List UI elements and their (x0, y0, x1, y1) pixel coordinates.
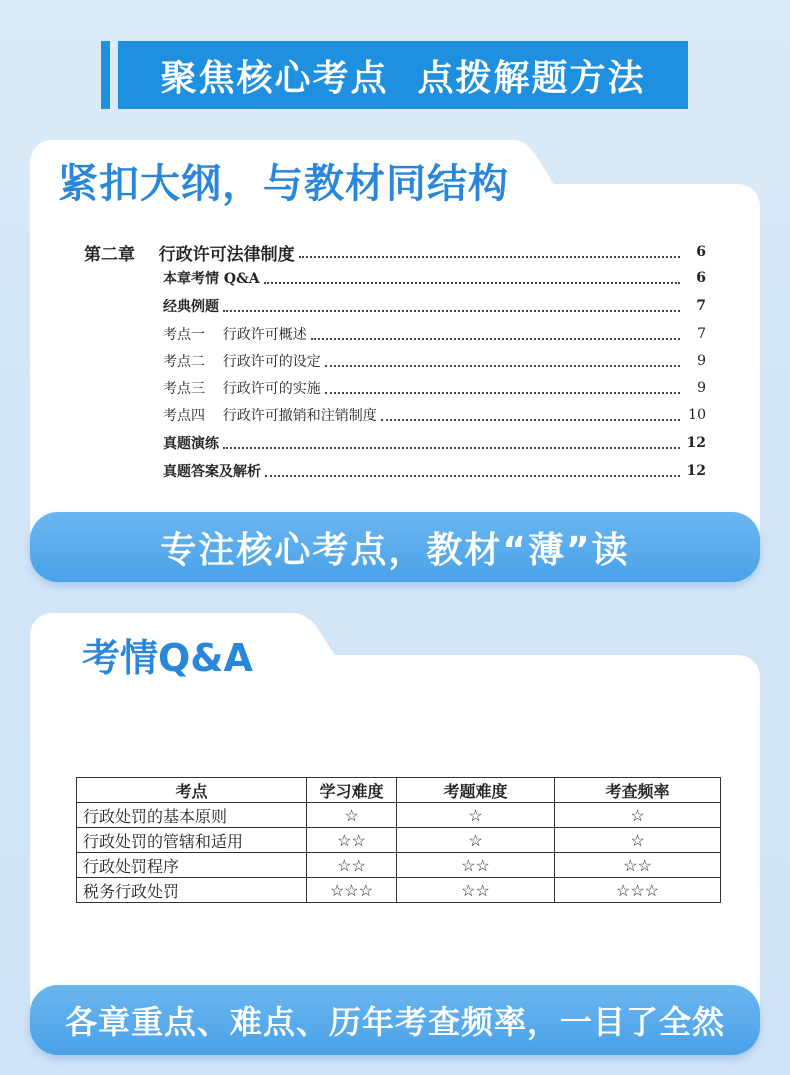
table-cell-rating: ☆ (397, 828, 555, 853)
toc-row[interactable] (163, 460, 706, 482)
column-header: 考查频率 (555, 778, 721, 803)
table-cell-rating: ☆☆☆ (555, 878, 721, 903)
toc-page: 7 (697, 326, 706, 342)
table-cell-topic: 行政处罚程序 (77, 853, 307, 878)
toc-leader (311, 338, 680, 340)
banner-title: 聚焦核心考点 点拨解题方法 (160, 57, 646, 99)
toc-label: 真题演练 (163, 436, 219, 452)
toc-label: 真题答案及解析 (163, 464, 261, 480)
table-row (77, 828, 721, 853)
toc-leader (299, 256, 680, 258)
toc-leader (325, 392, 680, 394)
feature-pill-text: 各章重点、难点、历年考查频率，一目了全然 (64, 1003, 725, 1041)
toc-row[interactable] (163, 267, 706, 289)
banner-accent-bar (101, 41, 110, 109)
top-banner (118, 41, 688, 109)
column-header: 考题难度 (397, 778, 555, 803)
feature-pill-thin-reading (30, 512, 760, 582)
toc-label: 考点二 行政许可的设定 (163, 354, 321, 370)
toc-page: 9 (697, 353, 706, 369)
table-cell-topic: 税务行政处罚 (77, 878, 307, 903)
exam-frequency-table (76, 777, 721, 903)
toc-row[interactable] (163, 404, 706, 426)
column-header: 学习难度 (307, 778, 397, 803)
toc-page: 7 (696, 298, 706, 314)
table-cell-rating: ☆☆ (307, 853, 397, 878)
toc-label: 第二章 行政许可法律制度 (84, 244, 295, 265)
toc-leader (223, 447, 680, 449)
toc-page: 12 (686, 435, 706, 451)
table-cell-topic: 行政处罚的管辖和适用 (77, 828, 307, 853)
toc-leader (265, 475, 680, 477)
table-cell-rating: ☆☆ (397, 853, 555, 878)
toc-row[interactable] (163, 295, 706, 317)
table-cell-rating: ☆☆ (397, 878, 555, 903)
table-cell-rating: ☆ (307, 803, 397, 828)
table-cell-topic: 行政处罚的基本原则 (77, 803, 307, 828)
toc-page: 6 (696, 270, 706, 286)
toc-row[interactable] (163, 377, 706, 399)
toc-leader (264, 282, 680, 284)
table-cell-rating: ☆☆ (307, 828, 397, 853)
table-cell-rating: ☆ (555, 803, 721, 828)
table-header-row (77, 778, 721, 803)
toc-card-heading: 紧扣大纲，与教材同结构 (58, 161, 509, 207)
toc-label: 经典例题 (163, 299, 219, 315)
feature-pill-text: 专注核心考点，教材“薄”读 (160, 529, 630, 571)
table-row (77, 878, 721, 903)
column-header: 考点 (77, 778, 307, 803)
toc-page: 12 (686, 463, 706, 479)
toc-row[interactable] (163, 350, 706, 372)
toc-leader (381, 419, 680, 421)
toc-page: 10 (688, 407, 706, 423)
table-cell-rating: ☆ (555, 828, 721, 853)
toc-row-chapter[interactable] (84, 241, 706, 263)
toc-label: 考点一 行政许可概述 (163, 327, 307, 343)
toc-page: 9 (697, 380, 706, 396)
toc-page: 6 (696, 244, 706, 260)
table-cell-rating: ☆ (397, 803, 555, 828)
table-row (77, 803, 721, 828)
table-row (77, 853, 721, 878)
toc-label: 考点四 行政许可撤销和注销制度 (163, 408, 377, 424)
toc-leader (223, 310, 680, 312)
feature-pill-key-points (30, 985, 760, 1055)
toc-label: 考点三 行政许可的实施 (163, 381, 321, 397)
toc-label: 本章考情 Q&A (163, 271, 260, 287)
toc-leader (325, 365, 680, 367)
toc-row[interactable] (163, 323, 706, 345)
table-cell-rating: ☆☆ (555, 853, 721, 878)
table-cell-rating: ☆☆☆ (307, 878, 397, 903)
toc-row[interactable] (163, 432, 706, 454)
qa-card-heading: 考情Q&A (82, 636, 253, 680)
toc-card (30, 140, 760, 550)
